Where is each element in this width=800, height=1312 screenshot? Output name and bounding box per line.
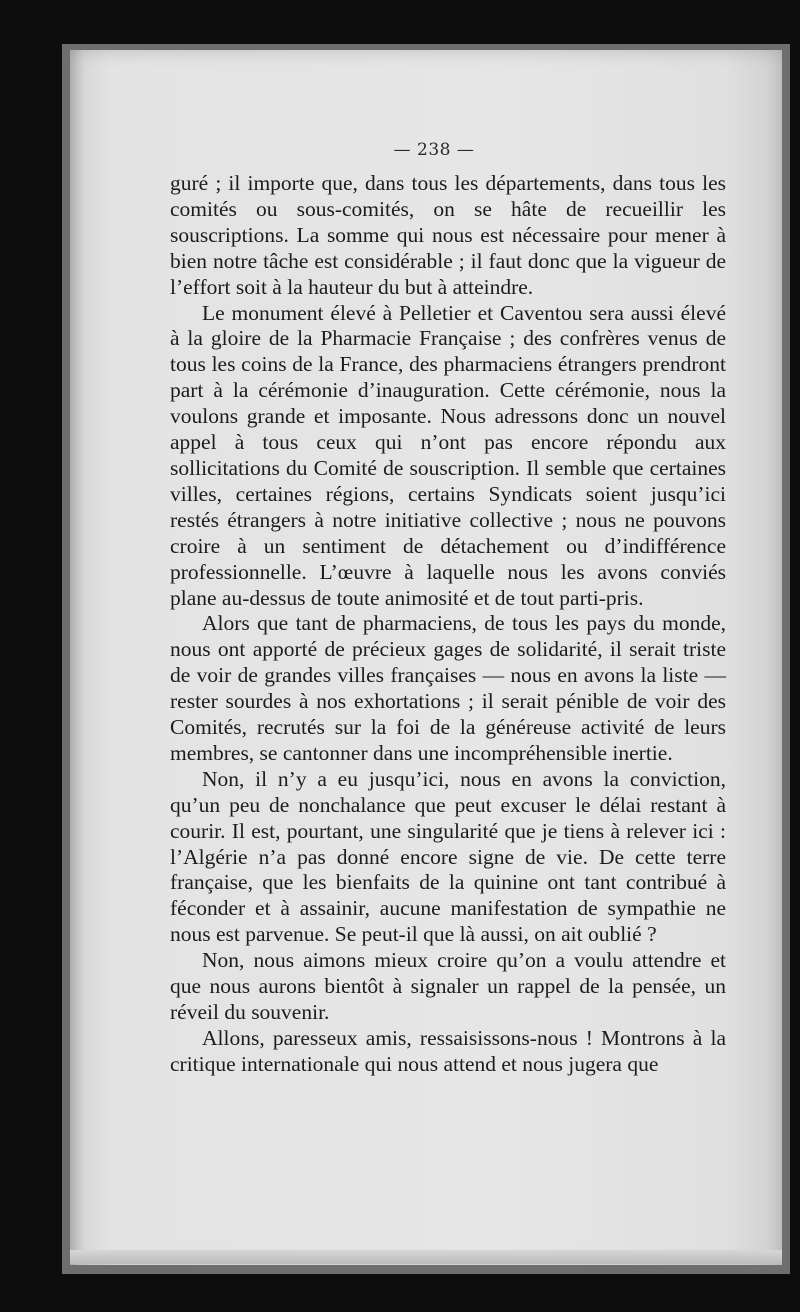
page-number: — 238 — (393, 140, 475, 160)
paragraph-2: Le monument élevé à Pelletier et Caventou sera aussi élevé à la gloire de la Pharmacie Française ; des confrères venus de tous les coins de la France, des pharmaciens étrangers prendront part à la cérémonie d’inauguration. Cette cérémonie, nous la voulons grande et imposante. Nous adressons donc un nouvel appel à tous ceux qui n’ont pas encore répondu aux sollicitations du Comité de souscription. Il semble que certaines villes, certaines régions, certains Syndicats soient jusqu’ici restés étrangers à notre initiative collective ; nous ne pouvons croire à un sentiment de détachement ou d’indifférence professionnelle. L’œuvre à laquelle nous les avons conviés plane au-dessus de toute animosité et de tout parti-pris. (170, 300, 726, 610)
paragraph-4: Non, il n’y a eu jusqu’ici, nous en avons la conviction, qu’un peu de nonchalance que peut excuser le délai restant à courir. Il est, pourtant, une singularité que je tiens à relever ici : l’Algérie n’a pas donné encore signe de vie. De cette terre française, que les bienfaits de la quinine ont tant contribué à féconder et à assainir, aucune manifestation de sympathie ne nous est parvenue. Se peut-il que là aussi, on ait oublié ? (170, 766, 726, 947)
paragraph-3: Alors que tant de pharmaciens, de tous les pays du monde, nous ont apporté de précieux gages de solidarité, il serait triste de voir de grandes villes françaises — nous en avons la liste — rester sourdes à nos exhortations ; il serait pénible de voir des Comités, recrutés sur la foi de la généreuse activité de leurs membres, se cantonner dans une incompréhensible inertie. (170, 611, 726, 765)
page-bottom-edge (70, 1250, 782, 1264)
paragraph-1: guré ; il importe que, dans tous les départements, dans tous les comités ou sous-comités, on se hâte de recueillir les souscriptions. La somme qui nous est nécessaire pour mener à bien notre tâche est considérable ; il faut donc que la vigueur de l’effort soit à la hauteur du but à atteindre. (170, 171, 726, 299)
body-text (170, 171, 726, 1078)
paragraph-5: Non, nous aimons mieux croire qu’on a voulu attendre et que nous aurons bientôt à signaler un rappel de la pensée, un réveil du souvenir. (170, 948, 726, 1024)
paragraph-6: Allons, paresseux amis, ressaisissons-nous ! Montrons à la critique internationale qui nous attend et nous jugera que (170, 1025, 726, 1076)
